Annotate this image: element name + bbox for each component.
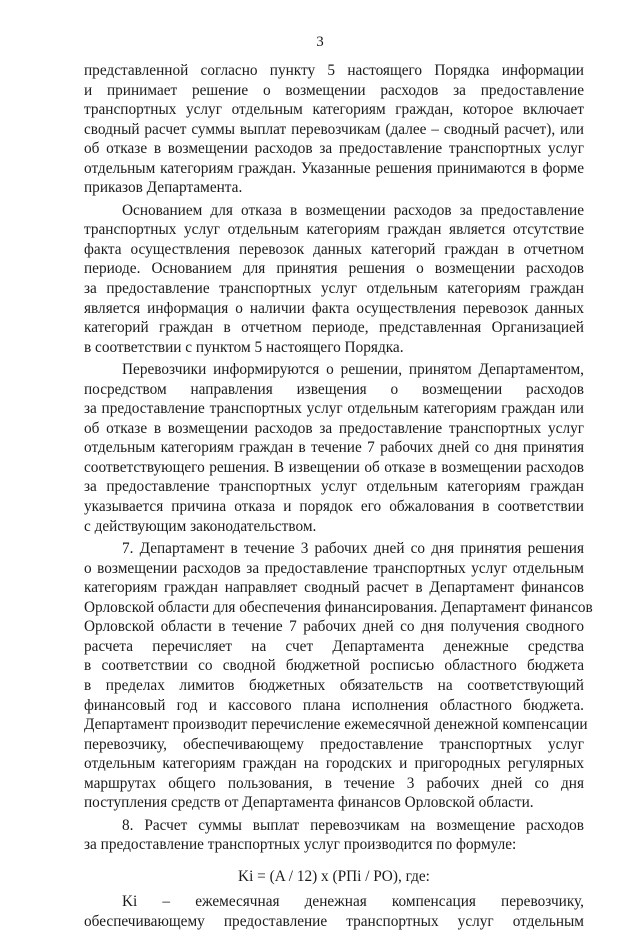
text-line: отдельным категориям граждан в течение 7 рабочих дней со дня принятия xyxy=(84,439,584,457)
text-line: за предоставление транспортных услуг отдельным категориям граждан xyxy=(84,280,584,298)
text-line: перевозчику, обеспечивающему предоставление транспортных услуг xyxy=(84,735,584,753)
text-line: факта осуществления перевозок данных категорий граждан в отчетном xyxy=(84,240,584,258)
text-line: маршрутах общего пользования, в течение 3 рабочих дней со дня xyxy=(84,774,584,792)
text-line: Основанием для отказа в возмещении расходов за предоставление xyxy=(122,201,584,219)
compensation-formula: Ki = (A / 12) x (PПi / PO), где: xyxy=(238,867,430,885)
text-line: периоде. Основанием для принятия решения о возмещении расходов xyxy=(84,260,584,278)
paragraph-refusal-grounds xyxy=(84,201,584,357)
text-line: Ki – ежемесячная денежная компенсация перевозчику, xyxy=(122,893,584,911)
text-line: 7. Департамент в течение 3 рабочих дней со дня принятия решения xyxy=(122,540,584,558)
text-line: соответствующего решения. В извещении об отказе в возмещении расходов xyxy=(84,458,584,476)
document-body xyxy=(84,61,593,932)
text-line: Орловской области для обеспечения финансирования. Департамент финансов xyxy=(84,598,593,616)
paragraph-item-7 xyxy=(84,539,593,813)
text-line: обеспечивающему предоставление транспортных услуг отдельным xyxy=(84,912,584,930)
text-line: за предоставление транспортных услуг производится по формуле: xyxy=(84,836,517,854)
text-line: финансовый год и кассового плана исполнения областного бюджета. xyxy=(84,696,584,714)
text-line: за предоставление транспортных услуг отдельным категориям граждан или xyxy=(84,400,584,418)
text-line: Департамент производит перечисление ежемесячной денежной компенсации xyxy=(84,716,588,734)
text-line: Перевозчики информируются о решении, принятом Департаментом, xyxy=(122,361,584,379)
text-line: является информация о наличии факта осуществления перевозок данных xyxy=(84,299,584,317)
text-line: и принимает решение о возмещении расходов за предоставление xyxy=(84,81,584,99)
text-line: в соответствии со сводной бюджетной росписью областного бюджета xyxy=(84,657,584,675)
text-line: сводный расчет суммы выплат перевозчикам (далее – сводный расчет), или xyxy=(84,120,584,138)
text-line: за предоставление транспортных услуг отдельным категориям граждан xyxy=(84,478,584,496)
text-line: отдельным категориям граждан на городских и пригородных регулярных xyxy=(84,755,584,773)
paragraph-notification xyxy=(84,360,584,536)
paragraph-decision xyxy=(84,61,584,198)
text-line: указывается причина отказа и порядок его обжалования в соответствии xyxy=(84,498,584,516)
text-line: 8. Расчет суммы выплат перевозчикам на возмещение расходов xyxy=(122,816,584,834)
text-line: об отказе в возмещении расходов за предоставление транспортных услуг xyxy=(84,140,584,158)
page-number: 3 xyxy=(316,34,324,50)
text-line: в пределах лимитов бюджетных обязательств на соответствующий xyxy=(84,676,584,694)
text-line: транспортных услуг отдельным категориям граждан является отсутствие xyxy=(84,221,584,239)
text-line: представленной согласно пункту 5 настоящего Порядка информации xyxy=(84,62,584,79)
text-line: расчета перечисляет на счет Департамента денежные средства xyxy=(84,637,584,655)
text-line: об отказе в возмещении расходов за предоставление транспортных услуг xyxy=(84,419,584,437)
text-line: транспортных услуг отдельным категориям граждан, которое включает xyxy=(84,101,584,119)
text-line: категорий граждан в отчетном периоде, представленная Организацией xyxy=(84,319,584,337)
text-line: о возмещении расходов за предоставление транспортных услуг отдельным xyxy=(84,559,584,577)
paragraph-item-8 xyxy=(84,816,584,855)
text-line: с действующим законодательством. xyxy=(84,517,317,535)
text-line: приказов Департамента. xyxy=(84,179,243,197)
text-line: Орловской области в течение 7 рабочих дней со дня получения сводного xyxy=(84,618,584,636)
text-line: посредством направления извещения о возмещении расходов xyxy=(84,380,584,398)
text-line: отдельным категориям граждан. Указанные решения принимаются в форме xyxy=(84,159,584,177)
text-line: категориям граждан направляет сводный расчет в Департамент финансов xyxy=(84,579,584,597)
text-line: поступления средств от Департамента финансов Орловской области. xyxy=(84,794,534,812)
text-line: в соответствии с пунктом 5 настоящего Порядка. xyxy=(84,338,404,356)
formula-definition xyxy=(84,892,584,931)
